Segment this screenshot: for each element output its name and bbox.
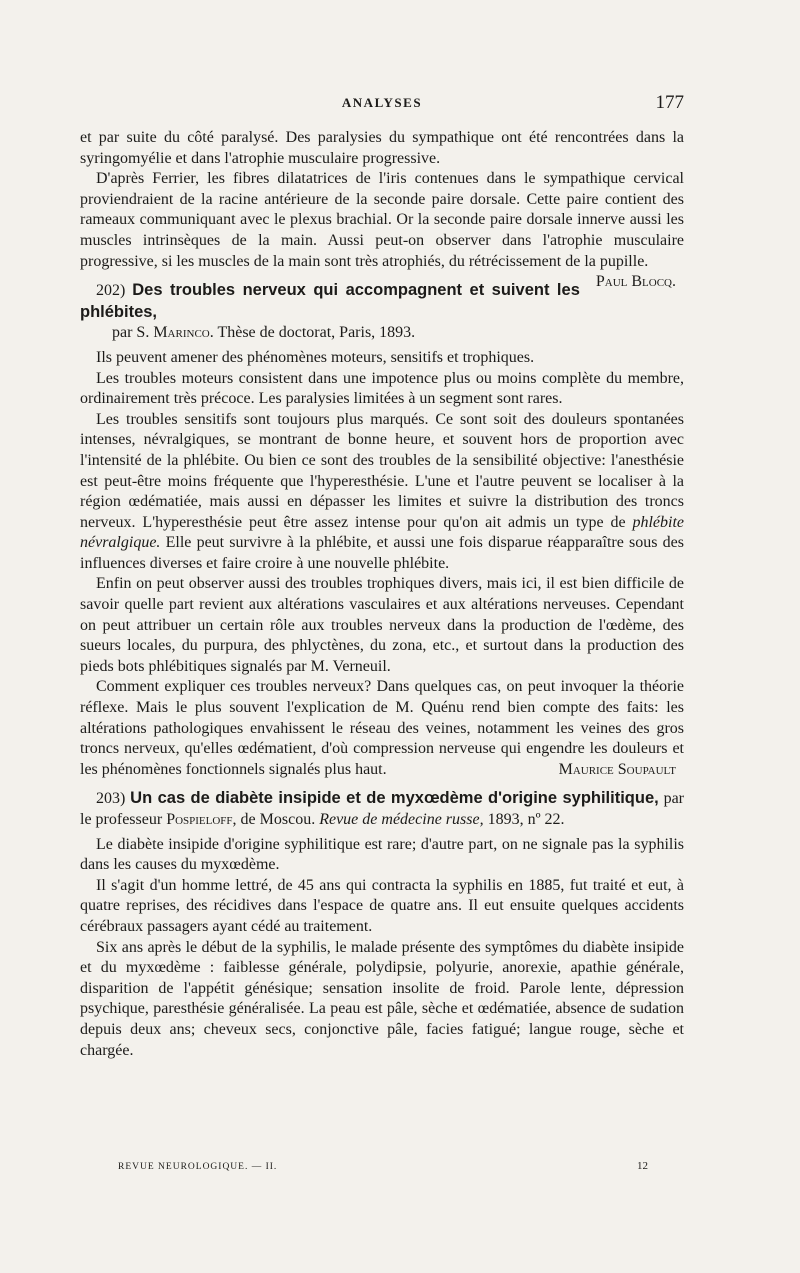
intro-paragraph-2-text: D'après Ferrier, les fibres dilatatrices de l'iris contenues dans le sympathique cervical proviendraient de la racine antérieure de la seconde paire dorsale. Cette paire contient des rameaux communiquant avec le plexus brachial. Or la seconde paire dorsale innerve aussi les muscles intrinsèques de la main. Aussi peut-on observer dans l'atrophie musculaire progressive, si les muscles de la main sont très atrophiés, du rétrécissement de la pupille. <box>80 170 684 270</box>
article-203-paragraph-2: Il s'agit d'un homme lettré, de 45 ans qui contracta la syphilis en 1885, fut traité et eut, à quatre reprises, des récidives dans l'espace de quatre ans. Il eut ensuite quelques accidents cérébraux passagers ayant cédé au traitement. <box>80 876 684 935</box>
article-202-paragraph-5-text: Comment expliquer ces troubles nerveux? Dans quelques cas, on peut invoquer la théorie réflexe. Mais le plus souvent l'explication de M. Quénu rend bien compte des faits: les altérations pathologiques envahissent le réseau des veines, notamment les veines des gros troncs nerveux, qu'elles œdématient, d'où compression nerveuse qui engendre les douleurs et les phénomènes fonctionnels signalés plus haut. <box>80 678 684 778</box>
article-202-paragraph-2: Les troubles moteurs consistent dans une impotence plus ou moins complète du membre, ordinairement très précoce. Les paralysies limitées à un segment sont rares. <box>80 369 684 408</box>
article-202-paragraph-1: Ils peuvent amener des phénomènes moteurs, sensitifs et trophiques. <box>96 348 535 366</box>
article-202-number: 202) <box>96 282 126 300</box>
article-203-byline-middle: , de Moscou. <box>232 811 316 828</box>
article-202-title: Des troubles nerveux qui accompagnent et suivent les phlébites, <box>80 281 580 321</box>
page-number: 177 <box>655 92 684 113</box>
article-203-number: 203) <box>96 790 126 808</box>
article-202-paragraph-3-end: Elle peut survivre à la phlébite, et aussi une fois disparue réapparaître sous des influences diverses et faire croire à une nouvelle phlébite. <box>80 534 684 572</box>
article-202-author: Marinco <box>153 324 210 342</box>
article-202-paragraph-4: Enfin on peut observer aussi des troubles trophiques divers, mais ici, il est bien difficile de savoir quelle part revient aux altérations vasculaires et aux altérations nerveuses. Cependant on peut attribuer un certain rôle aux troubles nerveux dans la production de l'œdème, des sueurs locales, du purpura, des phlyctènes, du zona, etc., et surtout dans la production des pieds bots phlébitiques signalés par M. Verneuil. <box>80 575 684 675</box>
article-203-heading <box>80 788 684 830</box>
page-body <box>80 128 684 1061</box>
article-203-journal: Revue de médecine russe, <box>319 811 484 828</box>
intro-paragraph-1: et par suite du côté paralysé. Des paralysies du sympathique ont été rencontrées dans la syringomyélie et dans l'atrophie musculaire progressive. <box>80 129 684 167</box>
article-203-citation: 1893, nº 22. <box>487 811 565 828</box>
page-header <box>80 92 684 116</box>
article-203-byline-prefix: par le professeur <box>80 790 685 828</box>
article-202-italic-term: phlébite névralgique. <box>80 513 685 552</box>
article-203-author: Pospieloff <box>166 811 233 828</box>
article-202-paragraph-3 <box>80 410 684 575</box>
article-202-byline-prefix: par S. <box>112 324 150 342</box>
article-202-byline <box>80 323 684 344</box>
article-203-title-line <box>80 788 684 830</box>
running-head: ANALYSES <box>341 95 423 110</box>
article-202-paragraph-3-text: Les troubles sensitifs sont toujours plus marqués. Ce sont soit des douleurs spontanées intenses, névralgiques, se montrant de bonne heure, et souvent hors de proportion avec l'intensité de la phlébite. Ou bien ce sont des troubles de la sensibilité objective: l'anesthésie est peut-être moins fréquente que l'hyperesthésie. L'une et l'autre peuvent se localiser à la région œdématiée, mais aussi en dépasser les limites et suivre la distribution des troncs nerveux. L'hyperesthésie peut être assez intense pour qu'on ait admis un type de <box>80 410 684 531</box>
article-203-title: Un cas de diabète insipide et de myxœdème d'origine syphilitique, <box>130 789 659 808</box>
article-202-byline-suffix: . Thèse de doctorat, Paris, 1893. <box>209 324 416 342</box>
page-footer <box>118 1158 648 1178</box>
footer-signature-mark: 12 <box>637 1160 648 1172</box>
signature-soupault: Maurice Soupault <box>558 760 676 778</box>
article-203-paragraph-3: Six ans après le début de la syphilis, le malade présente des symptômes du diabète insipide et du myxœdème : faiblesse générale, polydipsie, polyurie, anorexie, apathie générale, disparition de l'appétit génésique; sensation insolite de froid. Parole lente, dépression psychique, paresthésie généralisée. La peau est pâle, sèche et œdématiée, absence de sudation depuis deux ans; cheveux secs, conjonctive pâle, facies fatigué; langue rouge, sèche et chargée. <box>80 938 684 1059</box>
signature-blocq: Paul Blocq. <box>595 273 676 291</box>
footer-journal: REVUE NEUROLOGIQUE. — II. <box>118 1162 278 1172</box>
article-202-paragraph-5 <box>80 677 684 780</box>
article-203-paragraph-1: Le diabète insipide d'origine syphilitique est rare; d'autre part, on ne signale pas la syphilis dans les causes du myxœdème. <box>80 835 684 874</box>
